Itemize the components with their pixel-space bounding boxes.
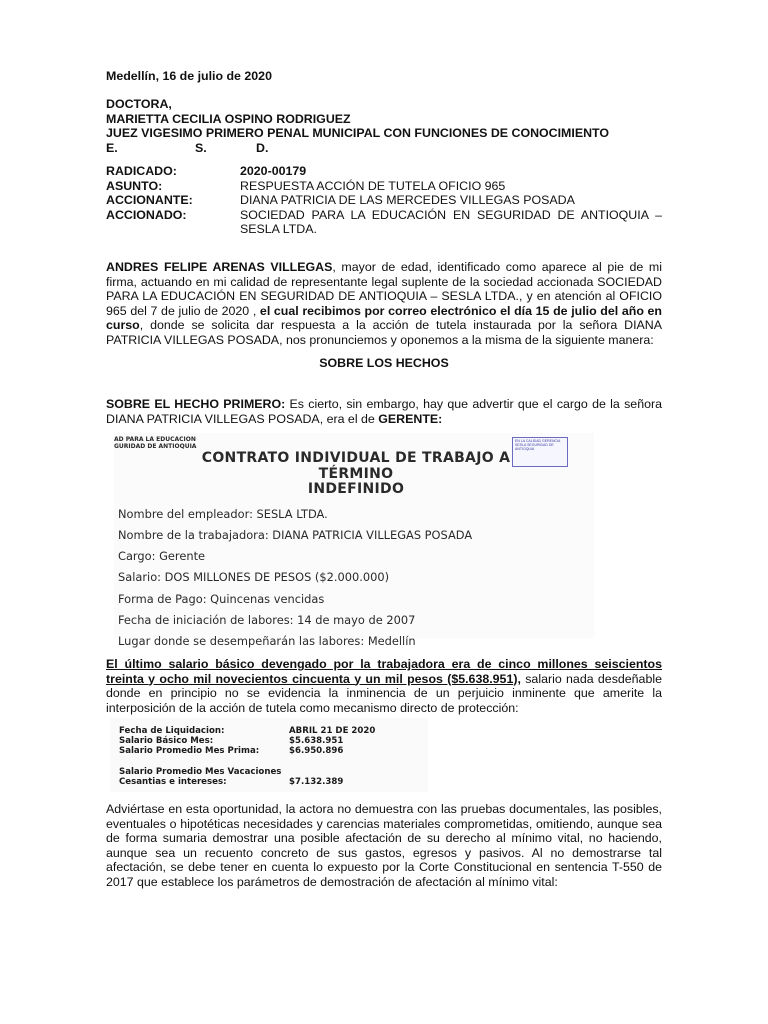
- accionado-value: SOCIEDAD PARA LA EDUCACIÓN EN SEGURIDAD DE ANTIOQUIA – SESLA LTDA.: [240, 207, 662, 236]
- liquidation-value: $7.132.389: [289, 777, 344, 787]
- hecho-primero-paragraph: [106, 397, 662, 426]
- liquidation-label: Cesantias e intereses:: [119, 777, 227, 787]
- recipient-salutation: DOCTORA,: [106, 97, 172, 111]
- contract-line: Nombre de la trabajadora: DIANA PATRICIA VILLEGAS POSADA: [118, 528, 473, 542]
- accionado-row: [106, 208, 662, 237]
- liquidation-value: ABRIL 21 DE 2020: [289, 726, 376, 736]
- asunto-row: [106, 179, 662, 194]
- school-line-2: GURIDAD DE ANTIOQUIA: [114, 442, 197, 450]
- recipient-position: JUEZ VIGESIMO PRIMERO PENAL MUNICIPAL CON FUNCIONES DE CONOCIMIENTO: [106, 126, 610, 140]
- asunto-label: ASUNTO:: [106, 178, 163, 193]
- hecho-primero-text: Es cierto, sin embargo, hay que advertir que el cargo de la señora DIANA PATRICIA VILLEGAS POSADA, era el de: [106, 397, 662, 426]
- accionante-label: ACCIONANTE:: [106, 193, 193, 207]
- recipient-name: MARIETTA CECILIA OSPINO RODRIGUEZ: [106, 111, 351, 126]
- recipient-block: [106, 97, 662, 155]
- radicado-label: RADICADO:: [106, 164, 177, 178]
- certification-stamp: EN LA CALIDAD GERENCIA SESLA SEGURIDAD DE ANTIOQUIA: [512, 437, 568, 467]
- reference-block: [106, 164, 662, 237]
- liquidation-label: Salario Promedio Mes Vacaciones: [119, 767, 282, 777]
- esd-line: [106, 141, 662, 156]
- liquidation-value: $5.638.951: [289, 736, 344, 746]
- contract-line: Forma de Pago: Quincenas vencidas: [118, 592, 325, 606]
- hecho-primero-cargo: GERENTE:: [378, 411, 443, 426]
- section-heading: SOBRE LOS HECHOS: [319, 356, 449, 370]
- date-line: Medellín, 16 de julio de 2020: [106, 69, 272, 83]
- liquidation-value: $6.950.896: [289, 746, 344, 756]
- contract-line: Cargo: Gerente: [118, 549, 206, 563]
- intro-bold-text: el cual recibimos por correo electrónico el día 15 de julio del año en curso: [106, 303, 662, 332]
- hecho-primero-label: SOBRE EL HECHO PRIMERO:: [106, 397, 286, 411]
- contract-title-line-2: INDEFINIDO: [307, 481, 405, 497]
- salary-underlined-text: El último salario básico devengado por la trabajadora era de cinco millones seiscientos treinta y ocho mil novecientos cincuenta y un mil pesos ($5.638.951),: [106, 657, 662, 686]
- esd-e: E.: [106, 140, 118, 155]
- contract-title: [172, 451, 540, 498]
- intro-text-1: , mayor de edad, identificado como aparece al pie de mi firma, actuando en mi calidad de representante legal suplente de la sociedad accionada SOCIEDAD PARA LA EDUCACIÓN EN SEGURIDAD DE ANTIOQUIA – SESLA LTDA., y en atención al OFICIO 965 del 7 de julio de 2020 ,: [106, 260, 662, 318]
- closing-paragraph: Adviértase en esta oportunidad, la actora no demuestra con las pruebas documentales, las posibles, eventuales o hipotéticas necesidades y carencias materiales comprometidas, omitiendo, aunque sea de forma sumaria demostrar una posible afectación de su derecho al mínimo vital, no haciendo, aunque sea un recuento concreto de sus gastos, egresos y pasivos. Al no demostrarse tal afectación, se debe tener en cuenta lo expuesto por la Corte Constitucional en sentencia T-550 de 2017 que establece los parámetros de demostración de afectación al mínimo vital:: [106, 802, 662, 889]
- school-line-1: AD PARA LA EDUCACION: [114, 436, 196, 443]
- asunto-value: RESPUESTA ACCIÓN DE TUTELA OFICIO 965: [240, 178, 506, 193]
- radicado-row: [106, 164, 662, 179]
- accionado-label: ACCIONADO:: [106, 207, 187, 222]
- accionante-value: DIANA PATRICIA DE LAS MERCEDES VILLEGAS POSADA: [240, 193, 575, 207]
- contract-school-header: [114, 437, 196, 450]
- contract-title-line-1: CONTRATO INDIVIDUAL DE TRABAJO A TÉRMINO: [201, 450, 511, 482]
- salary-rest-text: salario nada desdeñable donde en principio no se evidencia la inminencia de un perjuicio inminente que amerite la interposición de la acción de tutela como mecanismo directo de protección:: [106, 671, 662, 715]
- liquidation-label: Salario Promedio Mes Prima:: [119, 746, 260, 756]
- esd-s: S.: [195, 140, 207, 155]
- radicado-value: 2020-00179: [240, 164, 307, 178]
- contract-line: Nombre del empleador: SESLA LTDA.: [118, 507, 328, 521]
- contract-line: Salario: DOS MILLONES DE PESOS ($2.000.000): [118, 570, 390, 584]
- contract-line: Fecha de iniciación de labores: 14 de mayo de 2007: [118, 613, 416, 627]
- representative-name: ANDRES FELIPE ARENAS VILLEGAS: [106, 260, 333, 274]
- accionante-row: [106, 193, 662, 208]
- liquidation-scan-image: [110, 718, 428, 792]
- salary-paragraph: [106, 657, 662, 715]
- intro-text-2: , donde se solicita dar respuesta a la acción de tutela instaurada por la señora DIANA PATRICIA VILLEGAS POSADA, nos pronunciemos y oponemos a la misma de la siguiente manera:: [106, 318, 662, 347]
- liquidation-label: Fecha de Liquidacion:: [119, 726, 225, 736]
- contract-line: Lugar donde se desempeñarán las labores: Medellín: [118, 634, 416, 648]
- intro-paragraph: [106, 260, 662, 347]
- esd-d: D.: [256, 140, 269, 155]
- liquidation-label: Salario Básico Mes:: [119, 736, 214, 746]
